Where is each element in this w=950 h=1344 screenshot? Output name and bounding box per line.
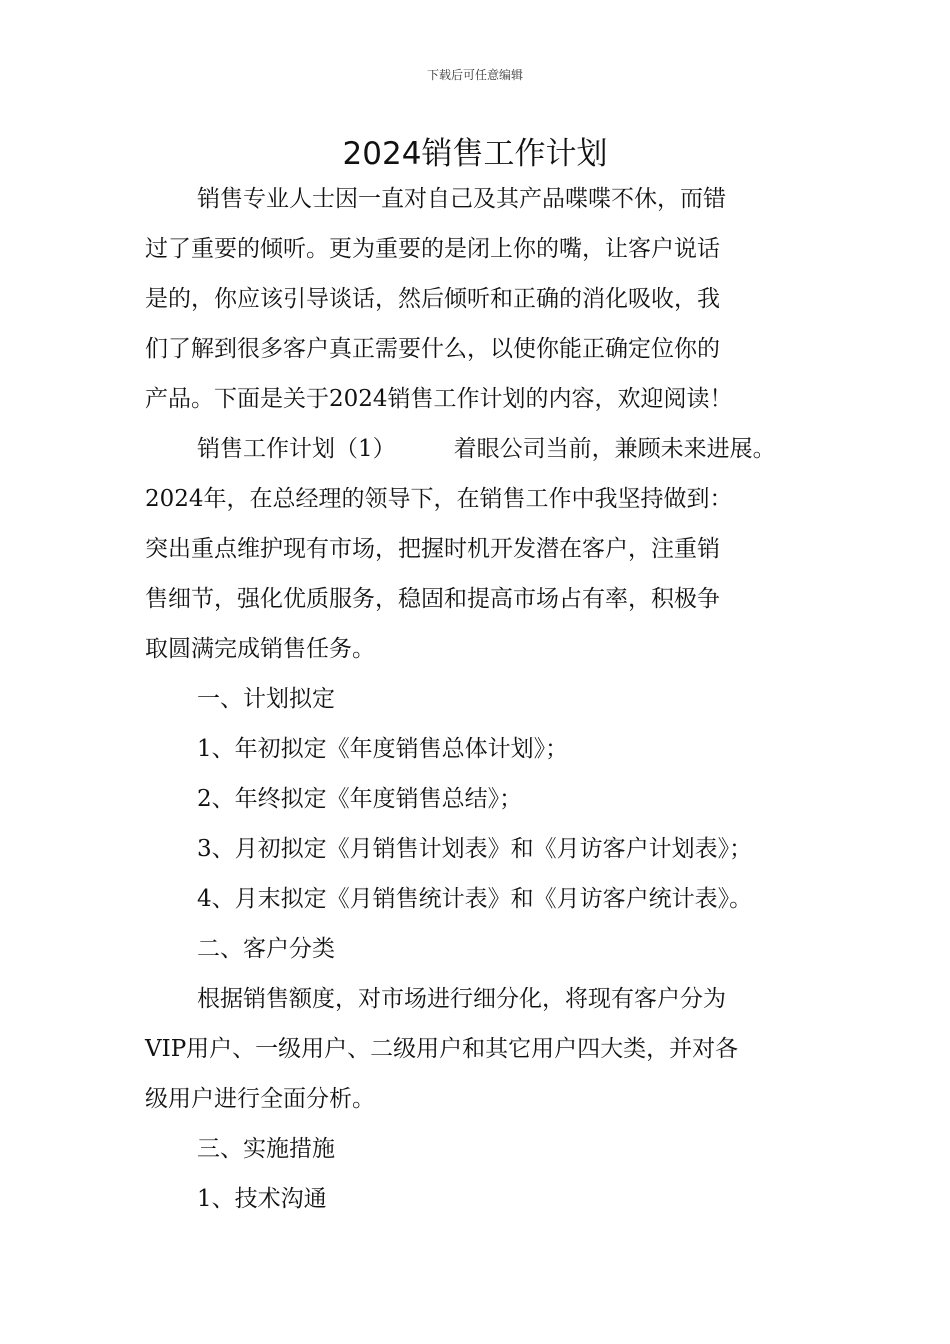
document-body (145, 174, 815, 1224)
section2-line-1: 根据销售额度，对市场进行细分化，将现有客户分为 (197, 986, 726, 1012)
section2-heading: 二、客户分类 (197, 936, 335, 962)
header-note: 下载后可任意编辑 (426, 68, 523, 82)
section1-item-2: 2、年终拟定《年度销售总结》； (197, 786, 523, 812)
section3-item-1: 1、技术沟通 (197, 1186, 327, 1212)
intro-line-1: 销售专业人士因一直对自己及其产品喋喋不休，而错 (197, 186, 726, 212)
section2-line-2: VIP用户、一级用户、二级用户和其它用户四大类，并对各 (145, 1036, 739, 1062)
plan1-lead: 着眼公司当前，兼顾未来进展。 (453, 436, 776, 462)
section1-heading: 一、计划拟定 (197, 686, 335, 712)
plan1-line-1 (145, 424, 815, 474)
document-title: 2024销售工作计划 (342, 136, 608, 172)
section1-item-3: 3、月初拟定《月销售计划表》和《月访客户计划表》； (197, 836, 753, 862)
intro-line-4: 们了解到很多客户真正需要什么，以使你能正确定位你的 (145, 336, 720, 362)
plan1-line-3: 突出重点维护现有市场，把握时机开发潜在客户，注重销 (145, 536, 720, 562)
plan1-line-4: 售细节，强化优质服务，稳固和提高市场占有率，积极争 (145, 586, 720, 612)
section1-item-4: 4、月末拟定《月销售统计表》和《月访客户统计表》。 (197, 886, 753, 912)
plan1-label: 销售工作计划（1） (197, 436, 396, 462)
section1-item-1: 1、年初拟定《年度销售总体计划》； (197, 736, 569, 762)
section2-line-3: 级用户进行全面分析。 (145, 1086, 375, 1112)
intro-line-2: 过了重要的倾听。更为重要的是闭上你的嘴，让客户说话 (145, 236, 720, 262)
plan1-line-5: 取圆满完成销售任务。 (145, 636, 375, 662)
plan1-line-2: 2024年，在总经理的领导下，在销售工作中我坚持做到： (145, 486, 733, 512)
intro-line-3: 是的，你应该引导谈话，然后倾听和正确的消化吸收，我 (145, 286, 720, 312)
intro-line-5: 产品。下面是关于2024销售工作计划的内容，欢迎阅读！ (145, 386, 733, 412)
section3-heading: 三、实施措施 (197, 1136, 335, 1162)
